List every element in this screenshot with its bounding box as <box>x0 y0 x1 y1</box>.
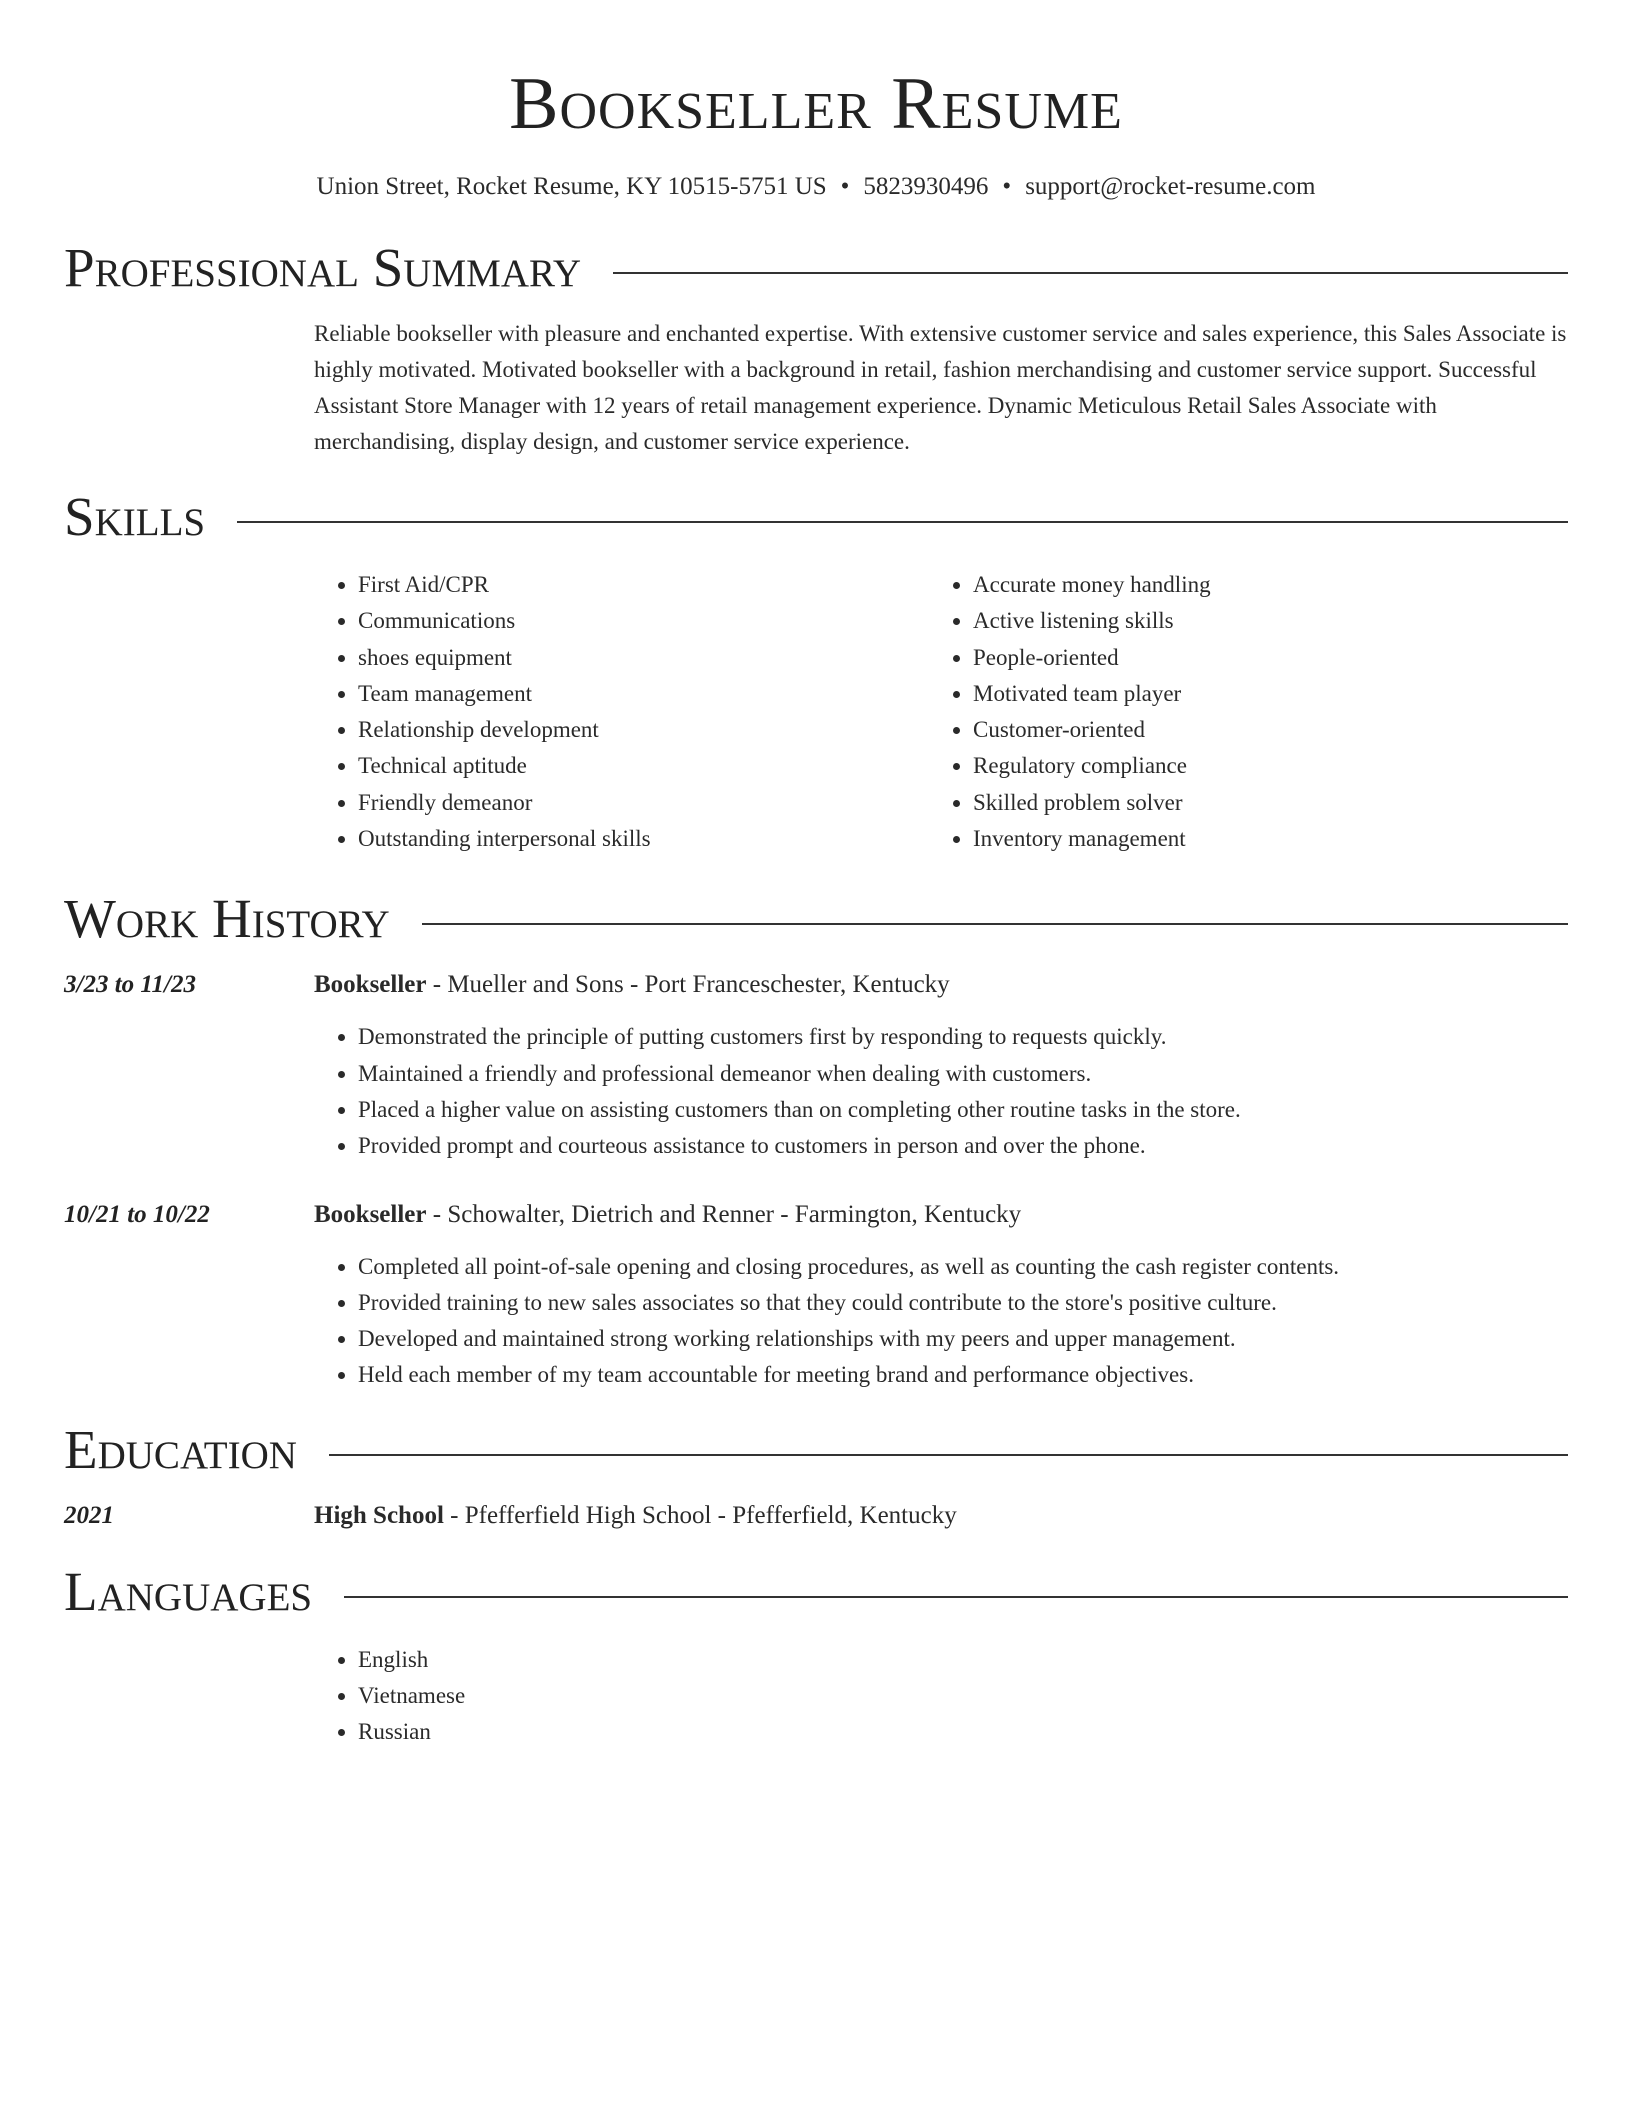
contact-phone: 5823930496 <box>863 173 989 200</box>
education-date: 2021 <box>64 1501 114 1529</box>
duty-item: • Placed a higher value on assisting customers than on completing other routine tasks in the store. <box>358 1092 1568 1128</box>
skills-list-left <box>314 567 929 857</box>
section-header <box>64 485 1568 549</box>
education-details: - Pfefferfield High School - Pfefferfield, Kentucky <box>443 1501 957 1529</box>
section-divider <box>329 1454 1568 1456</box>
section-title-summary: Professional Summary <box>64 237 582 298</box>
section-divider <box>237 521 1568 523</box>
education-main <box>314 1498 1568 1534</box>
summary-text: Reliable bookseller with pleasure and enchanted expertise. With extensive customer service and sales experience, this Sales Associate is highly motivated. Motivated bookseller with a background in retail, fashion merchandising and customer service support. Successful Assistant Store Manager with 12 years of retail management experience. Dynamic Meticulous Retail Sales Associate with merchandising, display design, and customer service experience. <box>314 321 1567 454</box>
language-item: • English <box>358 1642 1568 1678</box>
skill-item: • Technical aptitude <box>358 748 929 784</box>
skill-item: • Customer-oriented <box>973 712 1544 748</box>
skill-item: • shoes equipment <box>358 640 929 676</box>
duty-item: • Demonstrated the principle of putting customers first by responding to requests quickly. <box>358 1019 1568 1055</box>
section-divider <box>422 923 1568 925</box>
section-title-education: Education <box>64 1418 297 1480</box>
skill-item: • People-oriented <box>973 640 1544 676</box>
section-header <box>64 887 1568 951</box>
job-duties <box>314 1249 1568 1394</box>
section-divider <box>344 1596 1568 1598</box>
work-entry <box>64 1197 1568 1394</box>
work-entry-title <box>314 967 1568 1003</box>
skill-item: • Communications <box>358 603 929 639</box>
skill-item: • First Aid/CPR <box>358 567 929 603</box>
section-divider <box>613 272 1568 274</box>
language-item: • Vietnamese <box>358 1678 1568 1714</box>
skill-item: • Friendly demeanor <box>358 785 929 821</box>
duty-item: • Held each member of my team accountable for meeting brand and performance objectives. <box>358 1357 1568 1393</box>
contact-line <box>64 170 1568 204</box>
skill-item: • Active listening skills <box>973 603 1544 639</box>
skills-grid <box>314 567 1568 857</box>
job-details: - Schowalter, Dietrich and Renner - Farmington, Kentucky <box>426 1200 1022 1228</box>
languages-body <box>314 1642 1568 1751</box>
work-entry-main <box>314 1197 1568 1394</box>
duty-item: • Developed and maintained strong working relationships with my peers and upper management. <box>358 1321 1568 1357</box>
skill-item: • Motivated team player <box>973 676 1544 712</box>
contact-email: support@rocket-resume.com <box>1025 173 1316 200</box>
contact-separator: • <box>1002 173 1012 200</box>
work-entry-main <box>314 967 1568 1164</box>
contact-address: Union Street, Rocket Resume, KY 10515-5751 US <box>316 173 827 200</box>
skills-column-right <box>929 567 1544 857</box>
section-title-languages: Languages <box>64 1560 313 1622</box>
skills-column-left <box>314 567 929 857</box>
section-education <box>64 1418 1568 1534</box>
duty-item: • Provided training to new sales associates so that they could contribute to the store's positive culture. <box>358 1285 1568 1321</box>
section-summary <box>64 236 1568 460</box>
duty-item: • Maintained a friendly and professional demeanor when dealing with customers. <box>358 1056 1568 1092</box>
skill-item: • Outstanding interpersonal skills <box>358 821 929 857</box>
duty-item: • Completed all point-of-sale opening and closing procedures, as well as counting the cash register contents. <box>358 1249 1568 1285</box>
job-details: - Mueller and Sons - Port Franceschester, Kentucky <box>426 971 950 999</box>
skill-item: • Skilled problem solver <box>973 785 1544 821</box>
job-duties <box>314 1019 1568 1164</box>
section-skills <box>64 485 1568 857</box>
work-entry-title <box>314 1197 1568 1233</box>
work-entry-date: 10/21 to 10/22 <box>64 1200 210 1228</box>
education-degree: High School <box>314 1501 444 1529</box>
section-header <box>64 1560 1568 1624</box>
section-header <box>64 236 1568 300</box>
section-title-skills: Skills <box>64 486 206 547</box>
job-role: Bookseller <box>314 1200 427 1228</box>
skill-item: • Accurate money handling <box>973 567 1544 603</box>
section-header <box>64 1418 1568 1482</box>
languages-list <box>314 1642 1568 1751</box>
skills-list-right <box>929 567 1544 857</box>
education-title <box>314 1498 1568 1534</box>
duty-item: • Provided prompt and courteous assistance to customers in person and over the phone. <box>358 1128 1568 1164</box>
section-work-history <box>64 887 1568 1393</box>
skill-item: • Regulatory compliance <box>973 748 1544 784</box>
section-languages <box>64 1560 1568 1751</box>
resume-name: Bookseller Resume <box>509 63 1123 145</box>
contact-separator: • <box>840 173 850 200</box>
skill-item: • Inventory management <box>973 821 1544 857</box>
skill-item: • Team management <box>358 676 929 712</box>
work-entry <box>64 967 1568 1164</box>
language-item: • Russian <box>358 1714 1568 1750</box>
work-entry-date: 3/23 to 11/23 <box>64 971 196 999</box>
skill-item: • Relationship development <box>358 712 929 748</box>
section-title-work-history: Work History <box>64 888 390 950</box>
education-entry <box>64 1498 1568 1534</box>
job-role: Bookseller <box>314 971 427 999</box>
